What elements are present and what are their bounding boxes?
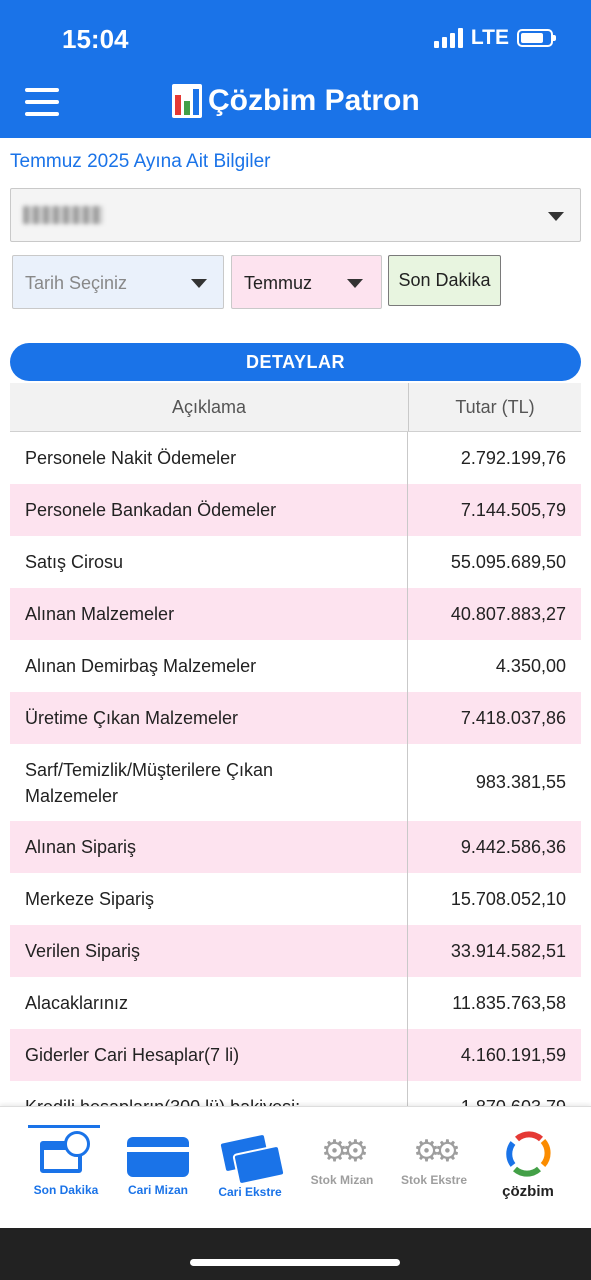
network-label: LTE (470, 26, 509, 49)
row-label: Satış Cirosu (10, 536, 408, 588)
nav-label: Cari Mizan (127, 1183, 188, 1197)
table-body[interactable] (10, 432, 581, 1105)
table-row (10, 640, 581, 692)
details-button[interactable]: DETAYLAR (10, 343, 581, 381)
table-row (10, 588, 581, 640)
row-label: Alınan Sipariş (10, 821, 408, 873)
table-row (10, 925, 581, 977)
app-header (0, 0, 591, 138)
home-indicator[interactable] (190, 1259, 400, 1266)
table-row (10, 692, 581, 744)
nav-son-dakika[interactable] (25, 1127, 107, 1207)
last-minute-button[interactable]: Son Dakika (388, 255, 501, 306)
row-value: 4.160.191,59 (460, 1044, 566, 1065)
app-title-text: Çözbim Patron (208, 84, 420, 117)
system-bar (0, 1228, 591, 1280)
row-label: Personele Nakit Ödemeler (10, 432, 408, 484)
row-label: Alacaklarınız (10, 977, 408, 1029)
app-title (172, 84, 420, 118)
bottom-nav (0, 1106, 591, 1229)
nav-label: çözbim (502, 1183, 554, 1200)
status-time: 15:04 (62, 24, 129, 54)
header-description: Açıklama (10, 383, 409, 431)
calendar-clock-icon (38, 1131, 94, 1177)
row-label: Sarf/Temizlik/Müşterilere Çıkan Malzemeler (10, 744, 408, 821)
gears-icon: ⚙⚙ (321, 1135, 363, 1168)
row-value: 2.792.199,76 (460, 447, 566, 468)
row-label: Üretime Çıkan Malzemeler (10, 692, 408, 744)
nav-label: Stok Mizan (310, 1173, 374, 1187)
table-row (10, 432, 581, 484)
credit-card-icon (127, 1137, 189, 1177)
chevron-down-icon (347, 279, 363, 288)
bar-chart-icon (172, 84, 202, 118)
gears-icon: ⚙⚙ (413, 1135, 455, 1168)
nav-label: Stok Ekstre (400, 1173, 468, 1187)
nav-stok-ekstre[interactable] (393, 1127, 475, 1207)
row-value: 33.914.582,51 (450, 940, 566, 961)
row-value: 983.381,55 (475, 772, 566, 792)
table-row (10, 484, 581, 536)
table-header (10, 383, 581, 432)
company-value-redacted (23, 206, 103, 224)
row-label: Merkeze Sipariş (10, 873, 408, 925)
cards-icon (219, 1135, 281, 1179)
row-value: 15.708.052,10 (450, 888, 566, 909)
row-value: 11.835.763,58 (452, 992, 566, 1013)
signal-icon (434, 28, 463, 48)
row-value: 4.350,00 (495, 655, 566, 676)
nav-cari-ekstre[interactable] (209, 1127, 291, 1207)
row-label: Giderler Cari Hesaplar(7 li) (10, 1029, 408, 1081)
chevron-down-icon (191, 279, 207, 288)
table-row (10, 821, 581, 873)
brand-logo-icon (503, 1131, 553, 1177)
row-value: 9.442.586,36 (460, 836, 566, 857)
date-select[interactable] (12, 255, 224, 309)
nav-label: Son Dakika (33, 1183, 99, 1197)
date-placeholder: Tarih Seçiniz (25, 273, 128, 293)
row-label: Verilen Sipariş (10, 925, 408, 977)
row-label: Personele Bankadan Ödemeler (10, 484, 408, 536)
row-label: Alınan Malzemeler (10, 588, 408, 640)
company-select[interactable] (10, 188, 581, 242)
table-row (10, 536, 581, 588)
month-value: Temmuz (244, 273, 313, 293)
table-row (10, 977, 581, 1029)
chevron-down-icon (548, 212, 564, 221)
table-row (10, 744, 581, 821)
row-value: 55.095.689,50 (450, 551, 566, 572)
table-row (10, 1029, 581, 1081)
menu-icon[interactable] (25, 88, 59, 116)
row-label: Alınan Demirbaş Malzemeler (10, 640, 408, 692)
status-indicators (434, 26, 553, 50)
nav-stok-mizan[interactable] (301, 1127, 383, 1207)
details-table (10, 383, 581, 1105)
row-value: 40.807.883,27 (450, 603, 566, 624)
table-row (10, 873, 581, 925)
month-select[interactable] (231, 255, 382, 309)
nav-brand[interactable] (487, 1127, 569, 1207)
header-amount: Tutar (TL) (455, 396, 535, 417)
nav-label: Cari Ekstre (218, 1185, 282, 1199)
nav-cari-mizan[interactable] (117, 1127, 199, 1207)
row-value: 7.144.505,79 (460, 499, 566, 520)
row-value: 7.418.037,86 (460, 707, 566, 728)
battery-icon (517, 29, 553, 47)
page-title: Temmuz 2025 Ayına Ait Bilgiler (10, 151, 271, 172)
